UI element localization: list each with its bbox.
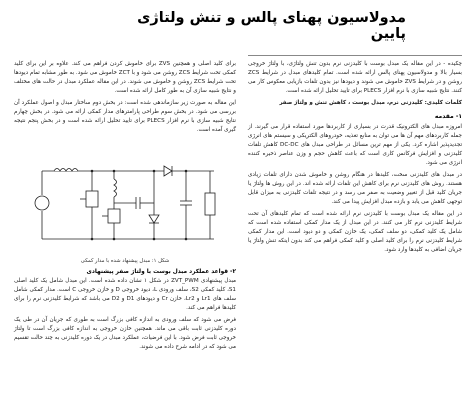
section1-heading: ۱- مقدمه [434, 113, 462, 120]
section2-paragraph-1: مبدل پیشنهادی ZVT_PWM در شکل ۱ نشان داده شده است. این مبدل شامل یک کلید اصلی S1، کلید کمکی S2، سلف ورودی L، دیود خروجی D و خازن خروجی C است. مدار کمکی شامل سلف های Lr1 و Lr2، خازن Cr و دیودهای D1 و D2 می باشد که شرایط کلیدزنی نرم را برای کلیدها فراهم می کند. [14, 278, 237, 311]
left-paragraph-1: برای کلید اصلی و همچنین ZVS برای خاموش کردن فراهم می کند. علاوه بر این برای کلید کمکی تحت شرایط ZCS روشن می شود و با ZCT خاموش می شود. به طور مشابه تمام دیودها تحت شرایط ZCS روشن و خاموش می شوند. در این مقاله عملکرد مبدل در حالت های مختلف و نتایج شبیه سازی آن به طور کامل ارائه شده است. [14, 61, 237, 94]
section2-paragraph-2: فرض می شود که سلف ورودی به اندازه کافی بزرگ است به طوری که جریان آن در طی یک دوره کلیدزنی ثابت باقی می ماند. همچنین خازن خروجی به اندازه کافی بزرگ است تا ولتاژ خروجی ثابت فرض شود. با این فرضیات، عملکرد مبدل در یک دوره کلیدزنی به چند حالت تقسیم می شود که در ادامه شرح داده می شوند. [14, 317, 236, 350]
intro-paragraph-2: در مبدل های کلیدزنی سخت، کلیدها در هنگام روشن و خاموش شدن دارای تلفات زیادی هستند. روش های کلیدزنی نرم برای کاهش این تلفات ارائه شده اند. در این روش ها ولتاژ یا جریان کلید قبل از تغییر وضعیت به صفر می رسد و در نتیجه تلفات کلیدزنی به میزان قابل توجهی کاهش می یابد و بازده مبدل افزایش پیدا می کند. [248, 172, 462, 205]
intro-paragraph-1: امروزه مبدل های الکترونیک قدرت در بسیاری از کاربردها مورد استفاده قرار می گیرند. از جمله کاربردهای مهم آن ها می توان به منابع تغذیه، خودروهای الکتریکی و سیستم های انرژی تجدیدپذیر اشاره کرد. یکی از مهم ترین مسائل در طراحی مبدل های DC-DC کاهش تلفات کلیدزنی و افزایش فرکانس کاری است که باعث کاهش حجم و وزن عناصر ذخیره کننده انرژی می شود. [248, 124, 463, 166]
keywords: کلمات کلیدی: کلیدزنی نرم، مبدل بوست ، کاهش تنش و ولتاژ صفر [279, 100, 462, 106]
abstract: چکیده - در این مقاله یک مبدل بوست با کلیدزنی نرم بدون تنش ولتاژی، با ولتاژ خروجی بسیار بالا و مدولاسیون پهنای پالس ارائه شده است. تمام کلیدهای مبدل در شرایط ZCS روشن و در شرایط ZVS خاموش می شوند و دیودها نیز بدون تلفات بازیابی معکوس کار می کنند. نتایج شبیه سازی با نرم افزار PLECS برای تایید تحلیل ارائه شده است. [248, 61, 462, 94]
intro-paragraph-3: در این مقاله یک مبدل بوست با کلیدزنی نرم ارائه شده است که تمام کلیدهای آن تحت شرایط کلیدزنی نرم کار می کنند. در این مبدل از یک مدار کمکی استفاده شده است که شامل یک کلید کمکی، دو سلف کمکی، یک خازن کمکی و دو دیود است. این مدار کمکی شرایط کلیدزنی نرم را برای کلید اصلی و کلید کمکی فراهم می کند بدون اینکه تنش ولتاژ یا جریان اضافی به کلیدها وارد شود. [248, 211, 462, 253]
paper-title: مدولاسیون پهنای پالس و تنش ولتاژی پایین [137, 10, 406, 42]
section2-heading: ۲- قواعد عملکرد مبدل بوست با ولتاژ صفر پیشنهادی [86, 269, 236, 275]
left-column [14, 60, 236, 138]
left-paragraph-2: این مقاله به صورت زیر سازماندهی شده است: در بخش دوم ساختار مبدل و اصول عملکرد آن بررسی می شود. در بخش سوم طراحی پارامترهای مدار کمکی ارائه می شود. در بخش چهارم نتایج شبیه سازی با نرم افزار PLECS برای تایید تحلیل ارائه شده است و در بخش پنجم نتیجه گیری آمده است. [14, 100, 236, 133]
figure-caption: شکل ۱: مبدل پیشنهاد شده با مدار کمکی [80, 258, 170, 264]
circuit-diagram [14, 153, 236, 253]
right-column [248, 60, 462, 258]
header-divider [248, 55, 462, 56]
left-column-lower [14, 268, 236, 355]
